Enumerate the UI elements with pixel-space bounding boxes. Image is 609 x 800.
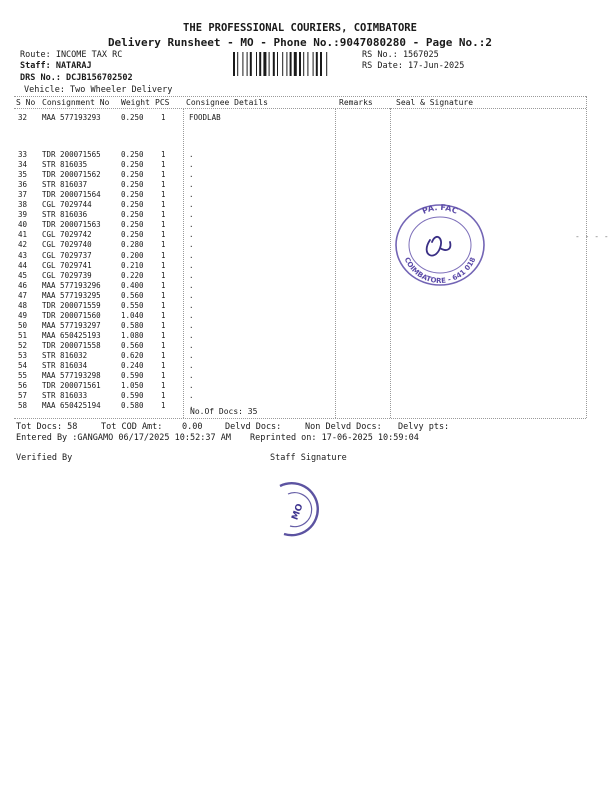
cell-cons: MAA 650425194 xyxy=(42,401,101,411)
cell-consignee: . xyxy=(189,240,194,250)
cell-pcs: 1 xyxy=(161,113,166,122)
cell-consignee: . xyxy=(189,300,194,310)
cell-consignee: . xyxy=(189,210,194,220)
entered-by: Entered By :GANGAMO 06/17/2025 10:52:37 AM xyxy=(16,433,231,443)
cell-pcs: 1 xyxy=(161,260,166,270)
cell-consignee: . xyxy=(189,391,194,401)
cell-pcs: 1 xyxy=(161,391,166,401)
cell-consignee: . xyxy=(189,260,194,270)
svg-text:PA. FAC xyxy=(421,203,459,216)
non-delvd-docs: Non Delvd Docs: xyxy=(305,422,382,432)
header-top-rule xyxy=(14,96,586,97)
cell-weight: 0.590 xyxy=(121,391,144,401)
cell-sno: 44 xyxy=(18,260,28,270)
cell-cons: MAA 577193298 xyxy=(42,371,101,381)
cell-weight: 0.220 xyxy=(121,270,144,280)
cell-sno: 58 xyxy=(18,401,28,411)
table-divider xyxy=(183,108,184,418)
tot-docs: Tot Docs: 58 xyxy=(16,422,78,432)
cell-cons: TDR 200071562 xyxy=(42,170,101,180)
staff-signature: Staff Signature xyxy=(270,453,347,463)
cell-weight: 0.560 xyxy=(121,340,144,350)
cell-sno: 34 xyxy=(18,160,28,170)
cell-cons: CGL 7029744 xyxy=(42,200,92,210)
delvy-pts: Delvy pts: xyxy=(398,422,450,432)
cell-consignee: . xyxy=(189,320,194,330)
cell-weight: 1.040 xyxy=(121,310,144,320)
cell-pcs: 1 xyxy=(161,270,166,280)
cell-cons: MAA 577193297 xyxy=(42,320,101,330)
cell-pcs: 1 xyxy=(161,320,166,330)
cell-sno: 38 xyxy=(18,200,28,210)
col-remarks: Remarks xyxy=(339,98,373,107)
cell-pcs: 1 xyxy=(161,220,166,230)
cell-consignee: . xyxy=(189,381,194,391)
cell-cons: MAA 577193295 xyxy=(42,290,101,300)
cell-pcs: 1 xyxy=(161,240,166,250)
cell-sno: 57 xyxy=(18,391,28,401)
cell-weight: 0.250 xyxy=(121,113,144,122)
cell-sno: 33 xyxy=(18,150,28,159)
cell-cons: MAA 577193293 xyxy=(42,113,101,122)
cell-weight: 0.250 xyxy=(121,150,144,159)
route-label: Route: INCOME TAX RC xyxy=(20,50,123,60)
cell-cons: CGL 7029742 xyxy=(42,230,92,240)
cell-cons: STR 816032 xyxy=(42,351,88,360)
cell-cons: CGL 7029737 xyxy=(42,250,92,260)
cell-sno: 46 xyxy=(18,280,28,290)
cell-weight: 0.590 xyxy=(121,371,144,381)
cell-consignee: . xyxy=(189,270,194,280)
table-divider xyxy=(335,108,336,418)
cell-sno: 45 xyxy=(18,270,28,280)
cell-pcs: 1 xyxy=(161,381,166,391)
table-divider xyxy=(586,96,587,418)
cell-weight: 1.080 xyxy=(121,330,144,340)
tot-cod-label: Tot COD Amt: xyxy=(101,422,163,432)
cell-sno: 37 xyxy=(18,190,28,200)
cell-pcs: 1 xyxy=(161,310,166,320)
staff-label: Staff: NATARAJ xyxy=(20,61,92,71)
barcode-image xyxy=(233,52,353,76)
cell-cons: CGL 7029740 xyxy=(42,240,92,250)
cell-consignee: . xyxy=(189,310,194,320)
cell-weight: 0.560 xyxy=(121,290,144,300)
cell-consignee: . xyxy=(189,200,194,210)
cell-sno: 52 xyxy=(18,340,28,350)
cell-weight: 0.580 xyxy=(121,401,144,411)
signature-scribble xyxy=(427,237,451,256)
cell-consignee: . xyxy=(189,361,194,371)
runsheet-title: Delivery Runsheet - MO - Phone No.:9047080280 - Page No.:2 xyxy=(107,36,493,49)
cell-cons: TDR 200071560 xyxy=(42,310,101,320)
staff-stamp xyxy=(268,478,328,540)
cell-sno: 42 xyxy=(18,240,28,250)
cell-weight: 0.400 xyxy=(121,280,144,290)
rs-no-label: RS No.: 1567025 xyxy=(362,50,439,60)
col-weight: Weight xyxy=(121,98,150,107)
seal-stamp xyxy=(390,200,490,290)
cell-cons: STR 816034 xyxy=(42,361,88,371)
cell-consignee: . xyxy=(189,180,194,190)
cell-sno: 50 xyxy=(18,320,28,330)
cell-cons: TDR 200071561 xyxy=(42,381,101,391)
cell-weight: 0.250 xyxy=(121,200,144,210)
cell-cons: TDR 200071559 xyxy=(42,300,101,310)
col-sno: S No xyxy=(16,98,36,107)
cell-weight: 0.250 xyxy=(121,160,144,170)
cell-cons: CGL 7029739 xyxy=(42,270,92,280)
cell-sno: 32 xyxy=(18,113,28,122)
cell-consignee: . xyxy=(189,250,194,260)
table-bottom-rule xyxy=(14,418,586,419)
cell-cons: STR 816037 xyxy=(42,180,88,190)
cell-consignee: . xyxy=(189,290,194,300)
cell-pcs: 1 xyxy=(161,200,166,210)
cell-sno: 48 xyxy=(18,300,28,310)
cell-consignee: . xyxy=(189,340,194,350)
cell-sno: 35 xyxy=(18,170,28,180)
cell-consignee: . xyxy=(189,150,194,159)
cell-pcs: 1 xyxy=(161,371,166,381)
cell-pcs: 1 xyxy=(161,250,166,260)
col-pcs: PCS xyxy=(155,98,170,107)
col-consignee: Consignee Details xyxy=(186,98,268,107)
cell-pcs: 1 xyxy=(161,351,166,360)
margin-mark: - - - - xyxy=(575,232,609,241)
rs-date-label: RS Date: 17-Jun-2025 xyxy=(362,61,465,71)
cell-consignee: . xyxy=(189,371,194,381)
cell-cons: STR 816033 xyxy=(42,391,88,401)
cell-weight: 0.250 xyxy=(121,170,144,180)
vehicle-label: Vehicle: Two Wheeler Delivery xyxy=(24,85,173,95)
cell-cons: STR 816036 xyxy=(42,210,88,220)
cell-cons: MAA 650425193 xyxy=(42,330,101,340)
cell-weight: 0.210 xyxy=(121,260,144,270)
stamp-top-text: PA. FAC xyxy=(420,202,460,216)
cell-sno: 41 xyxy=(18,230,28,240)
cell-sno: 54 xyxy=(18,361,28,371)
cell-cons: TDR 200071563 xyxy=(42,220,101,230)
cell-sno: 53 xyxy=(18,351,28,360)
cell-weight: 0.550 xyxy=(121,300,144,310)
cell-cons: MAA 577193296 xyxy=(42,280,101,290)
reprinted-on: Reprinted on: 17-06-2025 10:59:04 xyxy=(250,433,419,443)
cell-sno: 49 xyxy=(18,310,28,320)
cell-pcs: 1 xyxy=(161,300,166,310)
cell-consignee: . xyxy=(189,220,194,230)
cell-cons: STR 816035 xyxy=(42,160,88,170)
tot-cod-value: 0.00 xyxy=(182,422,203,432)
cell-sno: 36 xyxy=(18,180,28,190)
cell-weight: 0.620 xyxy=(121,351,144,360)
cell-cons: TDR 200071558 xyxy=(42,340,101,350)
drs-label: DRS No.: DCJB156702502 xyxy=(20,73,133,83)
col-seal: Seal & Signature xyxy=(396,98,474,107)
cell-weight: 0.200 xyxy=(121,250,144,260)
cell-weight: 0.580 xyxy=(121,320,144,330)
cell-pcs: 1 xyxy=(161,190,166,200)
cell-consignee: . xyxy=(189,330,194,340)
cell-consignee: . xyxy=(189,401,194,411)
cell-weight: 0.250 xyxy=(121,230,144,240)
cell-pcs: 1 xyxy=(161,210,166,220)
seal-stamp-graphic xyxy=(390,200,490,290)
cell-weight: 0.250 xyxy=(121,220,144,230)
cell-weight: 0.280 xyxy=(121,240,144,250)
cell-weight: 0.240 xyxy=(121,361,144,371)
cell-consignee: . xyxy=(189,280,194,290)
staff-stamp-graphic xyxy=(268,478,328,540)
cell-sno: 39 xyxy=(18,210,28,220)
cell-consignee: . xyxy=(189,230,194,240)
cell-pcs: 1 xyxy=(161,150,166,159)
company-title: THE PROFESSIONAL COURIERS, COIMBATORE xyxy=(183,22,417,34)
cell-pcs: 1 xyxy=(161,180,166,190)
cell-weight: 0.250 xyxy=(121,210,144,220)
cell-pcs: 1 xyxy=(161,290,166,300)
cell-consignee: FOODLAB xyxy=(189,113,221,122)
cell-pcs: 1 xyxy=(161,401,166,411)
header-bottom-rule xyxy=(14,108,586,109)
cell-sno: 43 xyxy=(18,250,28,260)
cell-pcs: 1 xyxy=(161,340,166,350)
stamp-bottom-text: COIMBATORE - 641 018 xyxy=(402,256,478,286)
cell-sno: 56 xyxy=(18,381,28,391)
delvd-docs: Delvd Docs: xyxy=(225,422,282,432)
cell-sno: 51 xyxy=(18,330,28,340)
cell-cons: CGL 7029741 xyxy=(42,260,92,270)
cell-pcs: 1 xyxy=(161,160,166,170)
no-of-docs: No.Of Docs: 35 xyxy=(190,407,258,416)
cell-weight: 0.250 xyxy=(121,190,144,200)
cell-consignee: . xyxy=(189,351,194,360)
cell-sno: 40 xyxy=(18,220,28,230)
cell-pcs: 1 xyxy=(161,170,166,180)
cell-consignee: . xyxy=(189,190,194,200)
cell-weight: 0.250 xyxy=(121,180,144,190)
col-consignment: Consignment No xyxy=(42,98,110,107)
cell-cons: TDR 200071565 xyxy=(42,150,101,159)
cell-pcs: 1 xyxy=(161,361,166,371)
cell-pcs: 1 xyxy=(161,330,166,340)
cell-pcs: 1 xyxy=(161,280,166,290)
cell-weight: 1.050 xyxy=(121,381,144,391)
cell-consignee: . xyxy=(189,170,194,180)
cell-cons: TDR 200071564 xyxy=(42,190,101,200)
staff-stamp-text: MO xyxy=(290,502,306,522)
verified-by: Verified By xyxy=(16,453,73,463)
cell-pcs: 1 xyxy=(161,230,166,240)
cell-sno: 55 xyxy=(18,371,28,381)
cell-consignee: . xyxy=(189,160,194,170)
cell-sno: 47 xyxy=(18,290,28,300)
